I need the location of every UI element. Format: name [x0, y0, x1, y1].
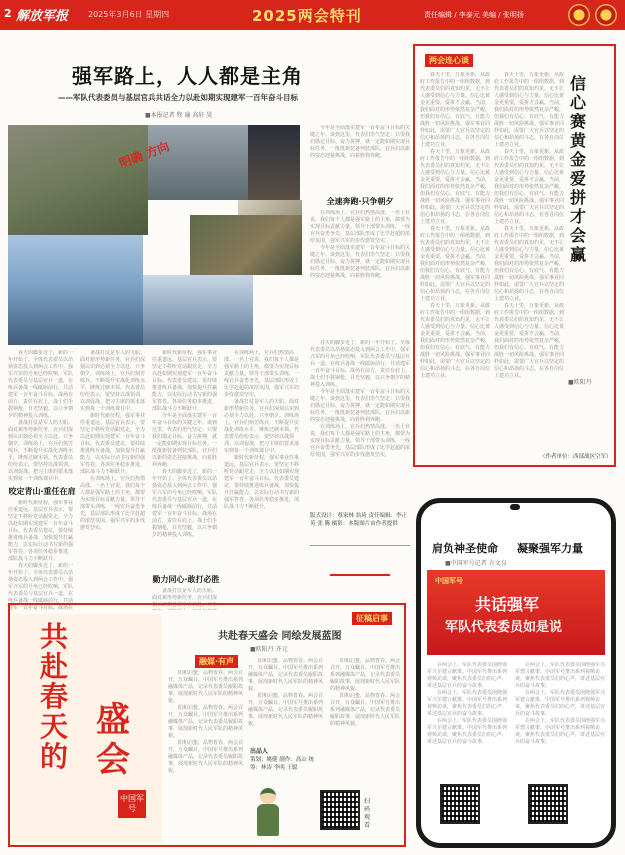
gala-paragraph-3: 阳和启蛰，品物皆春。两会召开，万众瞩目。中国军号推出系列融媒体产品，记录代表委员履职故事，展现新时代人民军队的精神风貌。: [168, 740, 244, 774]
section-heading-2: 咬定青山·重任在肩: [8, 487, 76, 496]
lead-col4-paragraph: 今年是全面落实建军一百年奋斗目标的关键之年。谈到这里，代表们语气坚定：只要我们锚定目标、奋力拼搏，就一定能如期实现目标任务。一批批新装备列装部队，官兵们以新的姿态迎接挑战，向着胜利奔跑。: [310, 125, 410, 159]
page-number: 2: [4, 7, 12, 20]
lead-subtitle: ——军队代表委员与基层官兵共话全力以赴如期实现建军一百年奋斗目标: [58, 93, 298, 102]
lead-byline: ■本报记者 程 瑜 高轩 昊: [145, 112, 213, 119]
lead-col1-paragraph: 春天的脚步近了，新的一年开始了。全体代表委员以昂扬姿态投入到两会工作中。强军兴军的号角已经吹响，军队代表委员与基层官兵一道，在练兵备战一线砥砺前行，共话建军一百年奋斗目标。战场在前方，责任在肩上。战士们手握钢枪，目光坚毅，以只争朝夕的精神投入训练。: [8, 350, 74, 419]
gala-paragraph-6: 阳和启蛰，品物皆春。两会召开，万众瞩目。中国军号推出系列融媒体产品，记录代表委员履职故事，展现新时代人民军队的精神风貌。: [330, 658, 401, 692]
lead-col1b-paragraph: 新时代新征程，强军事业任重道远。基层官兵表示，要坚定不移听党话跟党走，全力以赴如期实现建军一百年奋斗目标。代表委员建议，要持续推进练兵备战，加快提升打赢能力，以实际行动书写新的强军答卷。各项任务稳步推进，部队战斗力不断跃升。: [8, 500, 74, 562]
editorial-paragraph-4: 春天十里，万象更新。从政府工作报告中的一组组数据，到代表委员们的真知灼见，无不让人感受到信心与力量。信心比黄金更重要，爱拼才会赢。当前，我们面对的形势依然复杂严峻，但我们有信心、有底气、有能力战胜一切风险挑战。强军事业同样如此，需要广大官兵以坚定的信心和昂扬的斗志，在各自岗位上建功立业。: [420, 303, 490, 379]
editorial-paragraph-5: 春天十里，万象更新。从政府工作报告中的一组组数据，到代表委员们的真知灼见，无不让人感受到信心与力量。信心比黄金更重要，爱拼才会赢。当前，我们面对的形势依然复杂严峻，但我们有信心、有底气、有能力战胜一切风险挑战。强军事业同样如此，需要广大官兵以坚定的信心和昂扬的斗志，在各自岗位上建功立业。: [494, 72, 564, 148]
editorial-title: 信心赛黄金 爱拼才会赢: [570, 74, 587, 264]
gala-title: 共赴春天盛会 同绘发展蓝图: [218, 631, 342, 642]
lead-col2-paragraph-3: 在训练场上，官兵们热情高涨。一名士官说，我们每个人都是强军路上的主角，都要为实现目标贡献力量。领导干部带头训练，一线官兵奋勇争先，基层部队形成了比学赶超的浓厚氛围，强军兴军的步伐愈发坚实。: [80, 476, 146, 531]
phone-banner-headline-2: 军队代表委员如是说: [445, 620, 563, 635]
editorial-paragraph-1: 春天十里，万象更新。从政府工作报告中的一组组数据，到代表委员们的真知灼见，无不让人感受到信心与力量。信心比黄金更重要，爱拼才会赢。当前，我们面对的形势依然复杂严峻，但我们有信心、有底气、有能力战胜一切风险挑战。强军事业同样如此，需要广大官兵以坚定的信心和昂扬的斗志，在各自岗位上建功立业。: [420, 72, 490, 148]
editorial-paragraph-7: 春天十里，万象更新。从政府工作报告中的一组组数据，到代表委员们的真知灼见，无不让人感受到信心与力量。信心比黄金更重要，爱拼才会赢。当前，我们面对的形势依然复杂严峻，但我们有信心、有底气、有能力战胜一切风险挑战。强军事业同样如此，需要广大官兵以坚定的信心和昂扬的斗志，在各自岗位上建功立业。: [494, 226, 564, 302]
lead-bottom-ornament: [330, 560, 390, 576]
phone-paragraph-4: 在两会上，军队代表委员围绕强军兴军建言献策。中国军号推出系列视频访谈，聚焦代表委员们的心声，讲述基层官兵的奋斗故事。: [515, 662, 605, 689]
soldier-head-icon: [260, 788, 276, 804]
editorial-author: ■欧阳丹: [568, 379, 592, 386]
phone-title-right: 凝聚强军力量: [517, 542, 583, 555]
editorial-body-col-2: [494, 72, 564, 456]
gala-paragraph-7: 阳和启蛰，品物皆春。两会召开，万众瞩目。中国军号推出系列融媒体产品，记录代表委员履职故事，展现新时代人民军队的精神风貌。: [330, 693, 401, 727]
team-photo: [148, 125, 248, 200]
issue-date: 2025年3月6日 星期四: [88, 10, 170, 19]
soldier-body-icon: [257, 804, 279, 836]
lead-col1-paragraph-2: 备战打仗是军人的天职。面对新形势新任务，官兵们深刻认识到必须全力以赴、只争朝夕。训练场上，官兵们刻苦练兵，不断提升实战化训练水平，锤炼过硬本领。代表委员纷纷表示，要坚持以战领训、以训促战，把习主席的要求落实到每一个训练课目中。: [8, 420, 74, 482]
phone-body-col-2: [515, 662, 605, 780]
lead-col5-paragraph: 在训练场上，官兵们热情高涨。一名士官说，我们每个人都是强军路上的主角，都要为实现目标贡献力量。领导干部带头训练，一线官兵奋勇争先，基层部队形成了比学赶超的浓厚氛围，强军兴军的步伐愈发坚实。: [310, 210, 410, 244]
editorial-note: （作者单位：西部战区空军）: [540, 454, 612, 460]
gala-qr-code[interactable]: [320, 790, 360, 830]
lead-col4b-paragraph: 在训练场上，官兵们热情高涨。一名士官说，我们每个人都是强军路上的主角，都要为实现目标贡献力量。领导干部带头训练，一线官兵奋勇争先，基层部队形成了比学赶超的浓厚氛围，强军兴军的步伐愈发坚实。: [224, 350, 300, 398]
national-emblem-icon: [568, 4, 590, 26]
lead-text-col-3: [152, 350, 220, 570]
lead-col5b-paragraph-2: 今年是全面落实建军一百年奋斗目标的关键之年。谈到这里，代表们语气坚定：只要我们锚定目标、奋力拼搏，就一定能如期实现目标任务。一批批新装备列装部队，官兵们以新的姿态迎接挑战，向着胜利奔跑。: [310, 389, 410, 423]
phone-body-col-1: [427, 662, 511, 780]
lead-col1b-paragraph-2: 春天的脚步近了，新的一年开始了。全体代表委员以昂扬姿态投入到两会工作中。强军兴军的号角已经吹响，军队代表委员与基层官兵一道，在练兵备战一线砥砺前行，共话建军一百年奋斗目标。战场在: [8, 563, 74, 610]
officer-photo: [248, 125, 300, 200]
lead-col3b-paragraph: 备战打仗是军人的天职。面对新形势新任务，官兵们深刻认识到必须全力以赴、只争: [152, 588, 218, 608]
phone-paragraph-5: 在两会上，军队代表委员围绕强军兴军建言献策。中国军号推出系列视频访谈，聚焦代表委员们的心声，讲述基层官兵的奋斗故事。: [515, 690, 605, 717]
soldier-training-photo: [8, 125, 148, 235]
gala-badge: 融媒·有声: [195, 655, 238, 668]
lead-col2-paragraph-2: 新时代新征程，强军事业任重道远。基层官兵表示，要坚定不移听党话跟党走，全力以赴如期实现建军一百年奋斗目标。代表委员建议，要持续推进练兵备战，加快提升打赢能力，以实际行动书写新的强军答卷。各项任务稳步推进，部队战斗力不断跃升。: [80, 413, 146, 475]
lead-text-col-4: [310, 125, 410, 195]
phone-paragraph-2: 在两会上，军队代表委员围绕强军兴军建言献策。中国军号推出系列视频访谈，聚焦代表委员们的心声，讲述基层官兵的奋斗故事。: [427, 690, 508, 717]
lead-col3-paragraph-3: 春天的脚步近了，新的一年开始了。全体代表委员以昂扬姿态投入到两会工作中。强军兴军的号角已经吹响，军队代表委员与基层官兵一道，在练兵备战一线砥砺前行，共话建军一百年奋斗目标。战场在前方，责任在肩上。战士们手握钢枪，目光坚毅，以只争朝夕的精神投入训练。: [152, 469, 218, 538]
phone-banner-headline-1: 共话强军: [475, 595, 540, 614]
masthead: [0, 0, 625, 30]
gala-paragraph-2: 阳和启蛰，品物皆春。两会召开，万众瞩目。中国军号推出系列融媒体产品，记录代表委员履职故事，展现新时代人民军队的精神风貌。: [168, 705, 244, 739]
lead-text-col-5b: [310, 340, 410, 500]
navy-drill-photo: [8, 235, 143, 345]
lead-col4b-paragraph-3: 新时代新征程，强军事业任重道远。基层官兵表示，要坚定不移听党话跟党走，全力以赴如期实现建军一百年奋斗目标。代表委员建议，要持续推进练兵备战，加快提升打赢能力，以实际行动书写新的强军答卷。各项任务稳步推进，部队战斗力不断跃升。: [224, 455, 300, 510]
section-heading-1: 全速奔跑·只争朝夕: [326, 197, 394, 206]
phone-paragraph-3: 在两会上，军队代表委员围绕强军兴军建言献策。中国军号推出系列视频访谈，聚焦代表委员们的心声，讲述基层官兵的奋斗故事。: [427, 718, 508, 745]
editorial-paragraph-3: 春天十里，万象更新。从政府工作报告中的一组组数据，到代表委员们的真知灼见，无不让人感受到信心与力量。信心比黄金更重要，爱拼才会赢。当前，我们面对的形势依然复杂严峻，但我们有信心、有底气、有能力战胜一切风险挑战。强军事业同样如此，需要广大官兵以坚定的信心和昂扬的斗志，在各自岗位上建功立业。: [420, 226, 490, 302]
lead-col5b-paragraph-3: 在训练场上，官兵们热情高涨。一名士官说，我们每个人都是强军路上的主角，都要为实现目标贡献力量。领导干部带头训练，一线官兵奋勇争先，基层部队形成了比学赶超的浓厚氛围，强军兴军的步伐愈发坚实。: [310, 424, 410, 458]
section-heading-3: 勤力同心·敢打必胜: [152, 575, 220, 584]
phone-qr-code-2[interactable]: [528, 784, 568, 824]
gala-paragraph-5: 阳和启蛰，品物皆春。两会召开，万众瞩目。中国军号推出系列融媒体产品，记录代表委员履职故事，展现新时代人民军队的精神风貌。: [248, 693, 324, 727]
gala-qr-label: 扫码观看: [364, 798, 371, 829]
lead-col3-paragraph-2: 今年是全面落实建军一百年奋斗目标的关键之年。谈到这里，代表们语气坚定：只要我们锚定目标、奋力拼搏，就一定能如期实现目标任务。一批批新装备列装部队，官兵们以新的姿态迎接挑战，向着胜利奔跑。: [152, 413, 218, 468]
phone-paragraph-6: 在两会上，军队代表委员围绕强军兴军建言献策。中国军号推出系列视频访谈，聚焦代表委员们的心声，讲述基层官兵的奋斗故事。: [515, 718, 605, 745]
phone-qr-code-1[interactable]: [440, 784, 480, 824]
phone-title-left: 肩负神圣使命: [432, 542, 498, 555]
lead-text-col-1b: [8, 500, 76, 610]
editorial-paragraph-8: 春天十里，万象更新。从政府工作报告中的一组组数据，到代表委员们的真知灼见，无不让人感受到信心与力量。信心比黄金更重要，爱拼才会赢。当前，我们面对的形势依然复杂严峻，但我们有信心、有底气、有能力战胜一切风险挑战。强军事业同样如此，需要广大官兵以坚定的信心和昂扬的斗志，在各自岗位上建功立业。: [494, 303, 564, 379]
phone-banner: [427, 570, 605, 655]
lead-credits: 版式设计：蔡家林 翁琦 责任编辑：李正英 张 腾 摄影：本版图片由作者提供: [310, 513, 407, 527]
special-edition-title: 2025两会特刊: [252, 7, 362, 25]
gala-char-3: 春: [40, 680, 69, 713]
lead-col4b-paragraph-2: 备战打仗是军人的天职。面对新形势新任务，官兵们深刻认识到必须全力以赴、只争朝夕。训练场上，官兵们刻苦练兵，不断提升实战化训练水平，锤炼过硬本领。代表委员纷纷表示，要坚持以战领训、以训促战，把习主席的要求落实到每一个训练课目中。: [224, 399, 300, 454]
editorial-body-col-1: [420, 72, 490, 456]
editorial-paragraph-2: 春天十里，万象更新。从政府工作报告中的一组组数据，到代表委员们的真知灼见，无不让人感受到信心与力量。信心比黄金更重要，爱拼才会赢。当前，我们面对的形势依然复杂严峻，但我们有信心、有底气、有能力战胜一切风险挑战。强军事业同样如此，需要广大官兵以坚定的信心和昂扬的斗志，在各自岗位上建功立业。: [420, 149, 490, 225]
gala-paragraph-1: 阳和启蛰，品物皆春。两会召开，万众瞩目。中国军号推出系列融媒体产品，记录代表委员履职故事，展现新时代人民军队的精神风貌。: [168, 670, 244, 704]
gala-big-char: 盛会: [96, 700, 130, 780]
gala-body-col-2: [248, 658, 326, 742]
gala-char-2: 赴: [40, 650, 69, 683]
phone-paragraph-1: 在两会上，军队代表委员围绕强军兴军建言献策。中国军号推出系列视频访谈，聚焦代表委员们的心声，讲述基层官兵的奋斗故事。: [427, 662, 508, 689]
gala-author: ■欧阳丹 齐元: [250, 646, 288, 653]
gala-stamp: 中国军号: [118, 790, 146, 818]
gala-paragraph-4: 阳和启蛰，品物皆春。两会召开，万众瞩目。中国军号推出系列融媒体产品，记录代表委员履职故事，展现新时代人民军队的精神风貌。: [248, 658, 324, 692]
lead-col2-paragraph: 备战打仗是军人的天职。面对新形势新任务，官兵们深刻认识到必须全力以赴、只争朝夕。训练场上，官兵们刻苦练兵，不断提升实战化训练水平，锤炼过硬本领。代表委员纷纷表示，要坚持以战领训、以训促战，把习主席的要求落实到每一个训练课目中。: [80, 350, 146, 412]
gala-char-4: 天: [40, 710, 69, 743]
lead-text-col-1: [8, 350, 76, 482]
editorial-paragraph-6: 春天十里，万象更新。从政府工作报告中的一组组数据，到代表委员们的真知灼见，无不让人感受到信心与力量。信心比黄金更重要，爱拼才会赢。当前，我们面对的形势依然复杂严峻，但我们有信心、有底气、有能力战胜一切风险挑战。强军事业同样如此，需要广大官兵以坚定的信心和昂扬的斗志，在各自岗位上建功立业。: [494, 149, 564, 225]
photo-caption: 明确 方向: [117, 139, 172, 171]
gala-credits: 策划：姚健 制作：高山 统筹：林涛 李明 王聪: [250, 757, 314, 771]
gala-tag: 征稿启事: [352, 612, 392, 625]
phone-camera-icon: [510, 504, 520, 510]
lead-text-col-2: [80, 350, 148, 610]
gala-credits-label: 出品人: [250, 748, 269, 755]
lead-col5-paragraph-2: 今年是全面落实建军一百年奋斗目标的关键之年。谈到这里，代表们语气坚定：只要我们锚定目标、奋力拼搏，就一定能如期实现目标任务。一批批新装备列装部队，官兵们以新的姿态迎接挑战，向着胜利奔跑。: [310, 245, 410, 279]
phone-banner-brand: 中国军号: [435, 577, 463, 585]
army-emblem-icon: [595, 4, 617, 26]
paper-logo: 解放军报: [16, 9, 69, 24]
lead-title: 强军路上，人人都是主角: [72, 64, 303, 88]
lead-text-col-4b: [224, 350, 302, 610]
lead-end-mark: [310, 545, 410, 546]
warship-photo: [143, 275, 253, 345]
gala-body-col-1: [168, 670, 244, 840]
editorial-tag: 两会连心谈: [425, 54, 473, 67]
lead-col5b-paragraph: 春天的脚步近了，新的一年开始了。全体代表委员以昂扬姿态投入到两会工作中。强军兴军的号角已经吹响，军队代表委员与基层官兵一道，在练兵备战一线砥砺前行，共话建军一百年奋斗目标。战场在前方，责任在肩上。战士们手握钢枪，目光坚毅，以只争朝夕的精神投入训练。: [310, 340, 410, 388]
gala-char-1: 共: [40, 620, 69, 653]
lead-text-col-5: [310, 210, 410, 338]
lead-col3-paragraph: 新时代新征程，强军事业任重道远。基层官兵表示，要坚定不移听党话跟党走，全力以赴如期实现建军一百年奋斗目标。代表委员建议，要持续推进练兵备战，加快提升打赢能力，以实际行动书写新的强军答卷。各项任务稳步推进，部队战斗力不断跃升。: [152, 350, 218, 412]
phone-byline: ■中国军号记者 方文良: [445, 560, 507, 567]
radio-operators-photo: [190, 215, 302, 275]
gala-char-5: 的: [40, 740, 69, 773]
cartoon-soldier-illustration: [254, 788, 282, 838]
editor-credits: 责任编辑 / 李泰元 美编 / 张明扬: [424, 11, 524, 19]
gala-body-col-3: [330, 658, 402, 788]
